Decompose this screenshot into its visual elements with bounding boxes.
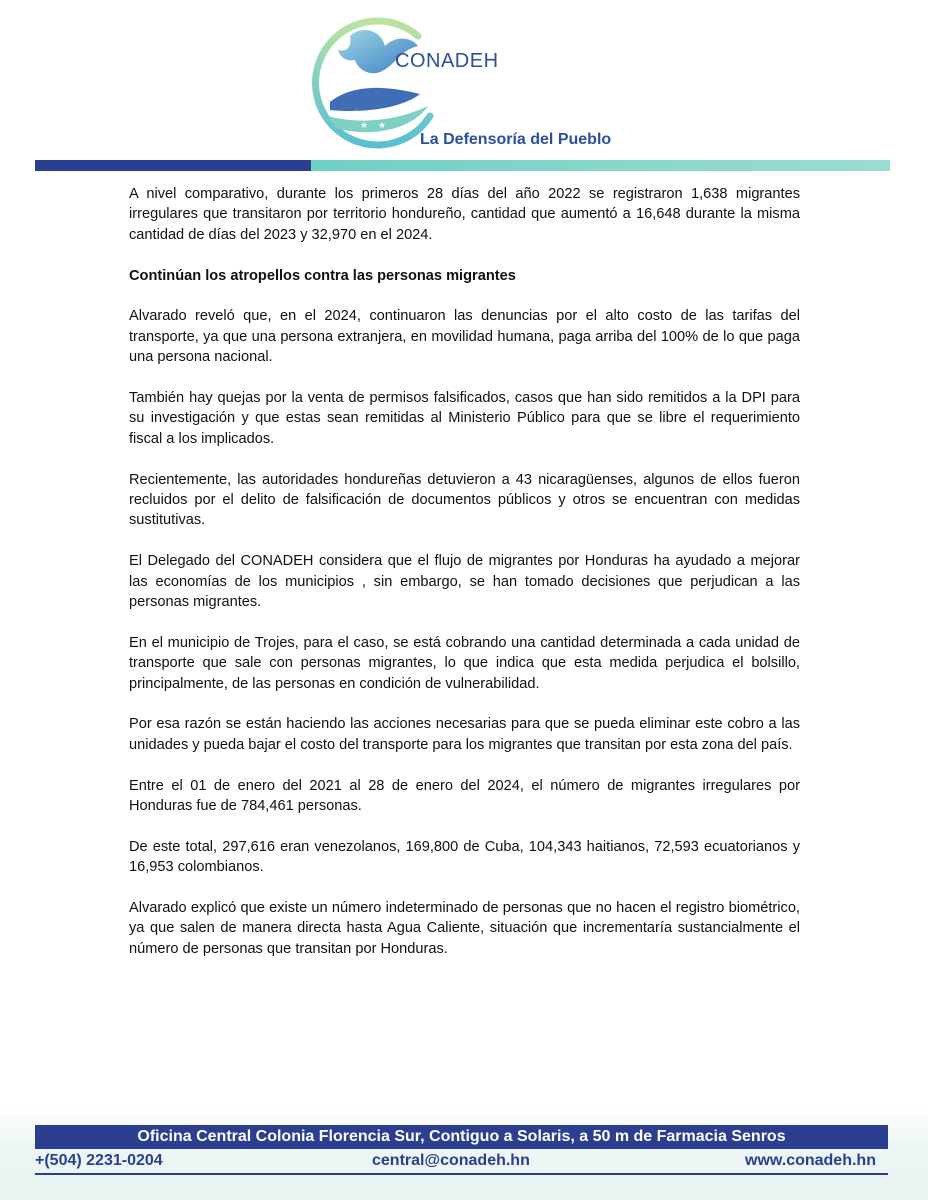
svg-text:★: ★ <box>378 120 387 130</box>
paragraph: Recientemente, las autoridades hondureñas detuvieron a 43 nicaragüenses, algunos de ellos fueron recluidos por el delito de falsificación de documentos públicos y otros se encuentran con medidas sustitutivas. <box>129 471 800 529</box>
brand-name: CONADEH <box>395 50 499 72</box>
paragraph: El Delegado del CONADEH considera que el flujo de migrantes por Honduras ha ayudado a mejorar las economías de los municipios , sin embargo, se han tomado decisiones que perjudican a las personas migrantes. <box>129 553 800 611</box>
svg-text:★: ★ <box>352 108 361 118</box>
paragraph: Alvarado reveló que, en el 2024, continuaron las denuncias por el alto costo de las tarifas del transporte, ya que una persona extranjera, en movilidad humana, paga arriba del 100% de lo que paga una persona nacional. <box>129 308 800 366</box>
paragraph: Alvarado explicó que existe un número indeterminado de personas que no hacen el registro biométrico, ya que salen de manera directa hasta Agua Caliente, situación que incrementaría sustancialmente el número de personas que transitan por Honduras. <box>129 900 800 957</box>
conadeh-logo <box>300 6 450 151</box>
header-bar-teal-segment <box>311 160 890 171</box>
footer-address: Oficina Central Colonia Florencia Sur, Contiguo a Solaris, a 50 m de Farmacia Senros <box>35 1125 888 1149</box>
svg-text:★: ★ <box>386 108 395 118</box>
paragraph: Por esa razón se están haciendo las acciones necesarias para que se pueda eliminar este cobro a las unidades y pueda bajar el costo del transporte para los migrantes que transitan por esta zona del país. <box>129 716 800 753</box>
paragraph: De este total, 297,616 eran venezolanos, 169,800 de Cuba, 104,343 haitianos, 72,593 ecuatorianos y 16,953 colombianos. <box>129 838 800 876</box>
footer-email: central@conadeh.hn <box>372 1152 530 1169</box>
paragraph: También hay quejas por la venta de permisos falsificados, casos que han sido remitidos a la DPI para su investigación y que estas sean remitidas al Ministerio Público para que se libre el requerimiento fiscal a los implicados. <box>129 390 800 447</box>
paragraph: Entre el 01 de enero del 2021 al 28 de enero del 2024, el número de migrantes irregulares por Honduras fue de 784,461 personas. <box>129 777 800 815</box>
paragraph: En el municipio de Trojes, para el caso, se está cobrando una cantidad determinada a cada unidad de transporte que sale con personas migrantes, lo que indica que esta medida perjudica el bolsillo, principalmente, de las personas en condición de vulnerabilidad. <box>129 634 800 692</box>
svg-text:★: ★ <box>360 120 369 130</box>
header-divider-bar <box>35 160 890 171</box>
svg-text:★: ★ <box>370 111 379 121</box>
document-body <box>129 184 800 980</box>
footer-divider-line <box>35 1173 888 1175</box>
brand-tagline: La Defensoría del Pueblo <box>420 131 612 148</box>
paragraph: A nivel comparativo, durante los primeros 28 días del año 2022 se registraron 1,638 migrantes irregulares que transitaron por territorio hondureño, cantidad que aumentó a 16,648 durante la misma cantidad de días del 2023 y 32,970 en el 2024. <box>129 186 800 243</box>
header-bar-navy-segment <box>35 160 311 171</box>
letterhead-header <box>0 0 928 175</box>
section-heading: Continúan los atropellos contra las personas migrantes <box>129 267 516 284</box>
footer-phone: +(504) 2231-0204 <box>35 1152 163 1169</box>
footer-website: www.conadeh.hn <box>745 1152 876 1169</box>
